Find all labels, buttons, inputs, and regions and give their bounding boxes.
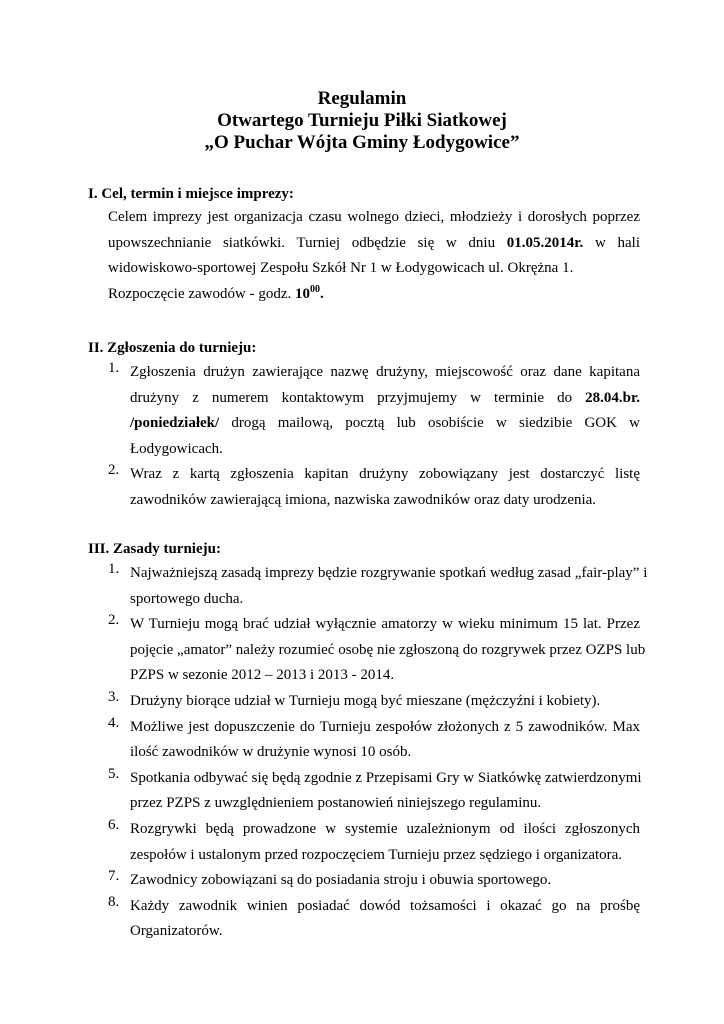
item-line: ilość zawodników w drużynie wynosi 10 osób. <box>130 744 412 761</box>
item-number: 4. <box>108 714 120 731</box>
section-3-heading: III. Zasady turnieju: <box>88 541 221 557</box>
item-text: drogą mailową, pocztą lub osobiście w siedzibie GOK w <box>219 415 640 432</box>
item-line: Organizatorów. <box>130 923 223 940</box>
item-line <box>130 411 640 437</box>
item-line <box>130 386 640 412</box>
item-line: Spotkania odbywać się będą zgodnie z Przepisami Gry w Siatkówkę zatwierdzonymi <box>130 769 642 786</box>
list-item <box>88 817 640 868</box>
item-line: zespołów i ustalonym przed rozpoczęciem Turnieju przez sędziego i organizatora. <box>130 846 623 863</box>
item-line: W Turnieju mogą brać udział wyłącznie amatorzy w wieku minimum 15 lat. Przez <box>130 616 640 633</box>
item-line: przez PZPS z uwzględnieniem postanowień niniejszego regulaminu. <box>130 795 542 812</box>
item-line: Zgłoszenia drużyn zawierające nazwę drużyny, miejscowość oraz dane kapitana <box>130 364 640 380</box>
list-item <box>88 868 640 894</box>
item-number: 1. <box>108 360 120 376</box>
item-number: 2. <box>108 612 120 629</box>
title-line-1: Regulamin <box>317 88 407 109</box>
item-number: 6. <box>108 816 120 833</box>
list-item <box>88 612 646 689</box>
section-1-text: upowszechnianie siatkówki. Turniej odbędzie się w dniu <box>108 234 507 251</box>
item-line: pojęcie „amator” należy rozumieć osobę nie zgłoszoną do rozgrywek przez OZPS lub <box>130 641 646 658</box>
item-number: 5. <box>108 765 120 782</box>
start-time <box>295 283 324 302</box>
section-1-line-1: Celem imprezy jest organizacja czasu wolnego dzieci, młodzieży i dorosłych poprzez <box>108 209 640 225</box>
section-1-line-3: widowiskowo-sportowej Zespołu Szkół Nr 1 w Łodygowicach ul. Okrężna 1. <box>108 260 574 276</box>
list-item <box>88 462 640 513</box>
section-1-line-4 <box>108 282 640 308</box>
item-line: PZPS w sezonie 2012 – 2013 i 2013 - 2014. <box>130 667 395 684</box>
event-date: 01.05.2014r. <box>506 234 584 251</box>
item-number: 1. <box>108 561 120 577</box>
deadline-date: 28.04.br. <box>585 389 640 406</box>
item-number: 8. <box>108 893 120 910</box>
item-text: drużyny z numerem kontaktowym przyjmujemy w terminie do <box>130 389 586 406</box>
start-minutes: 00 <box>310 283 321 295</box>
section-3-list <box>88 561 648 945</box>
title-line-2: Otwartego Turnieju Piłki Siatkowej <box>217 110 507 131</box>
item-number: 7. <box>108 868 120 885</box>
item-line: zawodników zawierającą imiona, nazwiska zawodników oraz daty urodzenia. <box>130 491 597 508</box>
item-line: Wraz z kartą zgłoszenia kapitan drużyny zobowiązany jest dostarczyć listę <box>130 466 640 483</box>
section-2-list <box>88 360 640 514</box>
section-1-heading: I. Cel, termin i miejsce imprezy: <box>88 186 294 202</box>
list-item <box>88 561 648 612</box>
item-line: Drużyny biorące udział w Turnieju mogą być mieszane (mężczyźni i kobiety). <box>130 692 601 709</box>
section-1-paragraph <box>108 205 640 307</box>
item-line: sportowego ducha. <box>130 590 244 607</box>
start-time-label: Rozpoczęcie zawodów - godz. <box>108 285 296 302</box>
item-number: 3. <box>108 688 120 705</box>
list-item <box>88 360 640 462</box>
item-number: 2. <box>108 462 120 479</box>
section-1-line-2 <box>108 231 640 257</box>
title-line-3: „O Puchar Wójta Gminy Łodygowice” <box>204 132 520 153</box>
item-line: Każdy zawodnik winien posiadać dowód tożsamości i okazać go na prośbę <box>130 897 640 914</box>
list-item <box>88 766 640 817</box>
item-line: Najważniejszą zasadą imprezy będzie rozgrywanie spotkań według zasad „fair-play” i <box>130 565 648 581</box>
section-1-text: w hali <box>583 234 640 251</box>
item-line: Zawodnicy zobowiązani są do posiadania stroju i obuwia sportowego. <box>130 872 552 889</box>
section-2-heading: II. Zgłoszenia do turnieju: <box>88 340 257 356</box>
list-item <box>88 689 640 715</box>
list-item <box>88 715 640 766</box>
item-line: Rozgrywki będą prowadzone w systemie uzależnionym od ilości zgłoszonych <box>130 820 640 837</box>
list-item <box>88 894 640 945</box>
deadline-day: /poniedziałek/ <box>130 415 220 432</box>
start-hour: 10 <box>295 285 311 302</box>
start-period: . <box>320 285 324 302</box>
item-line: Łodygowicach. <box>130 440 223 457</box>
item-line: Możliwe jest dopuszczenie do Turnieju zespołów złożonych z 5 zawodników. Max <box>130 718 640 735</box>
